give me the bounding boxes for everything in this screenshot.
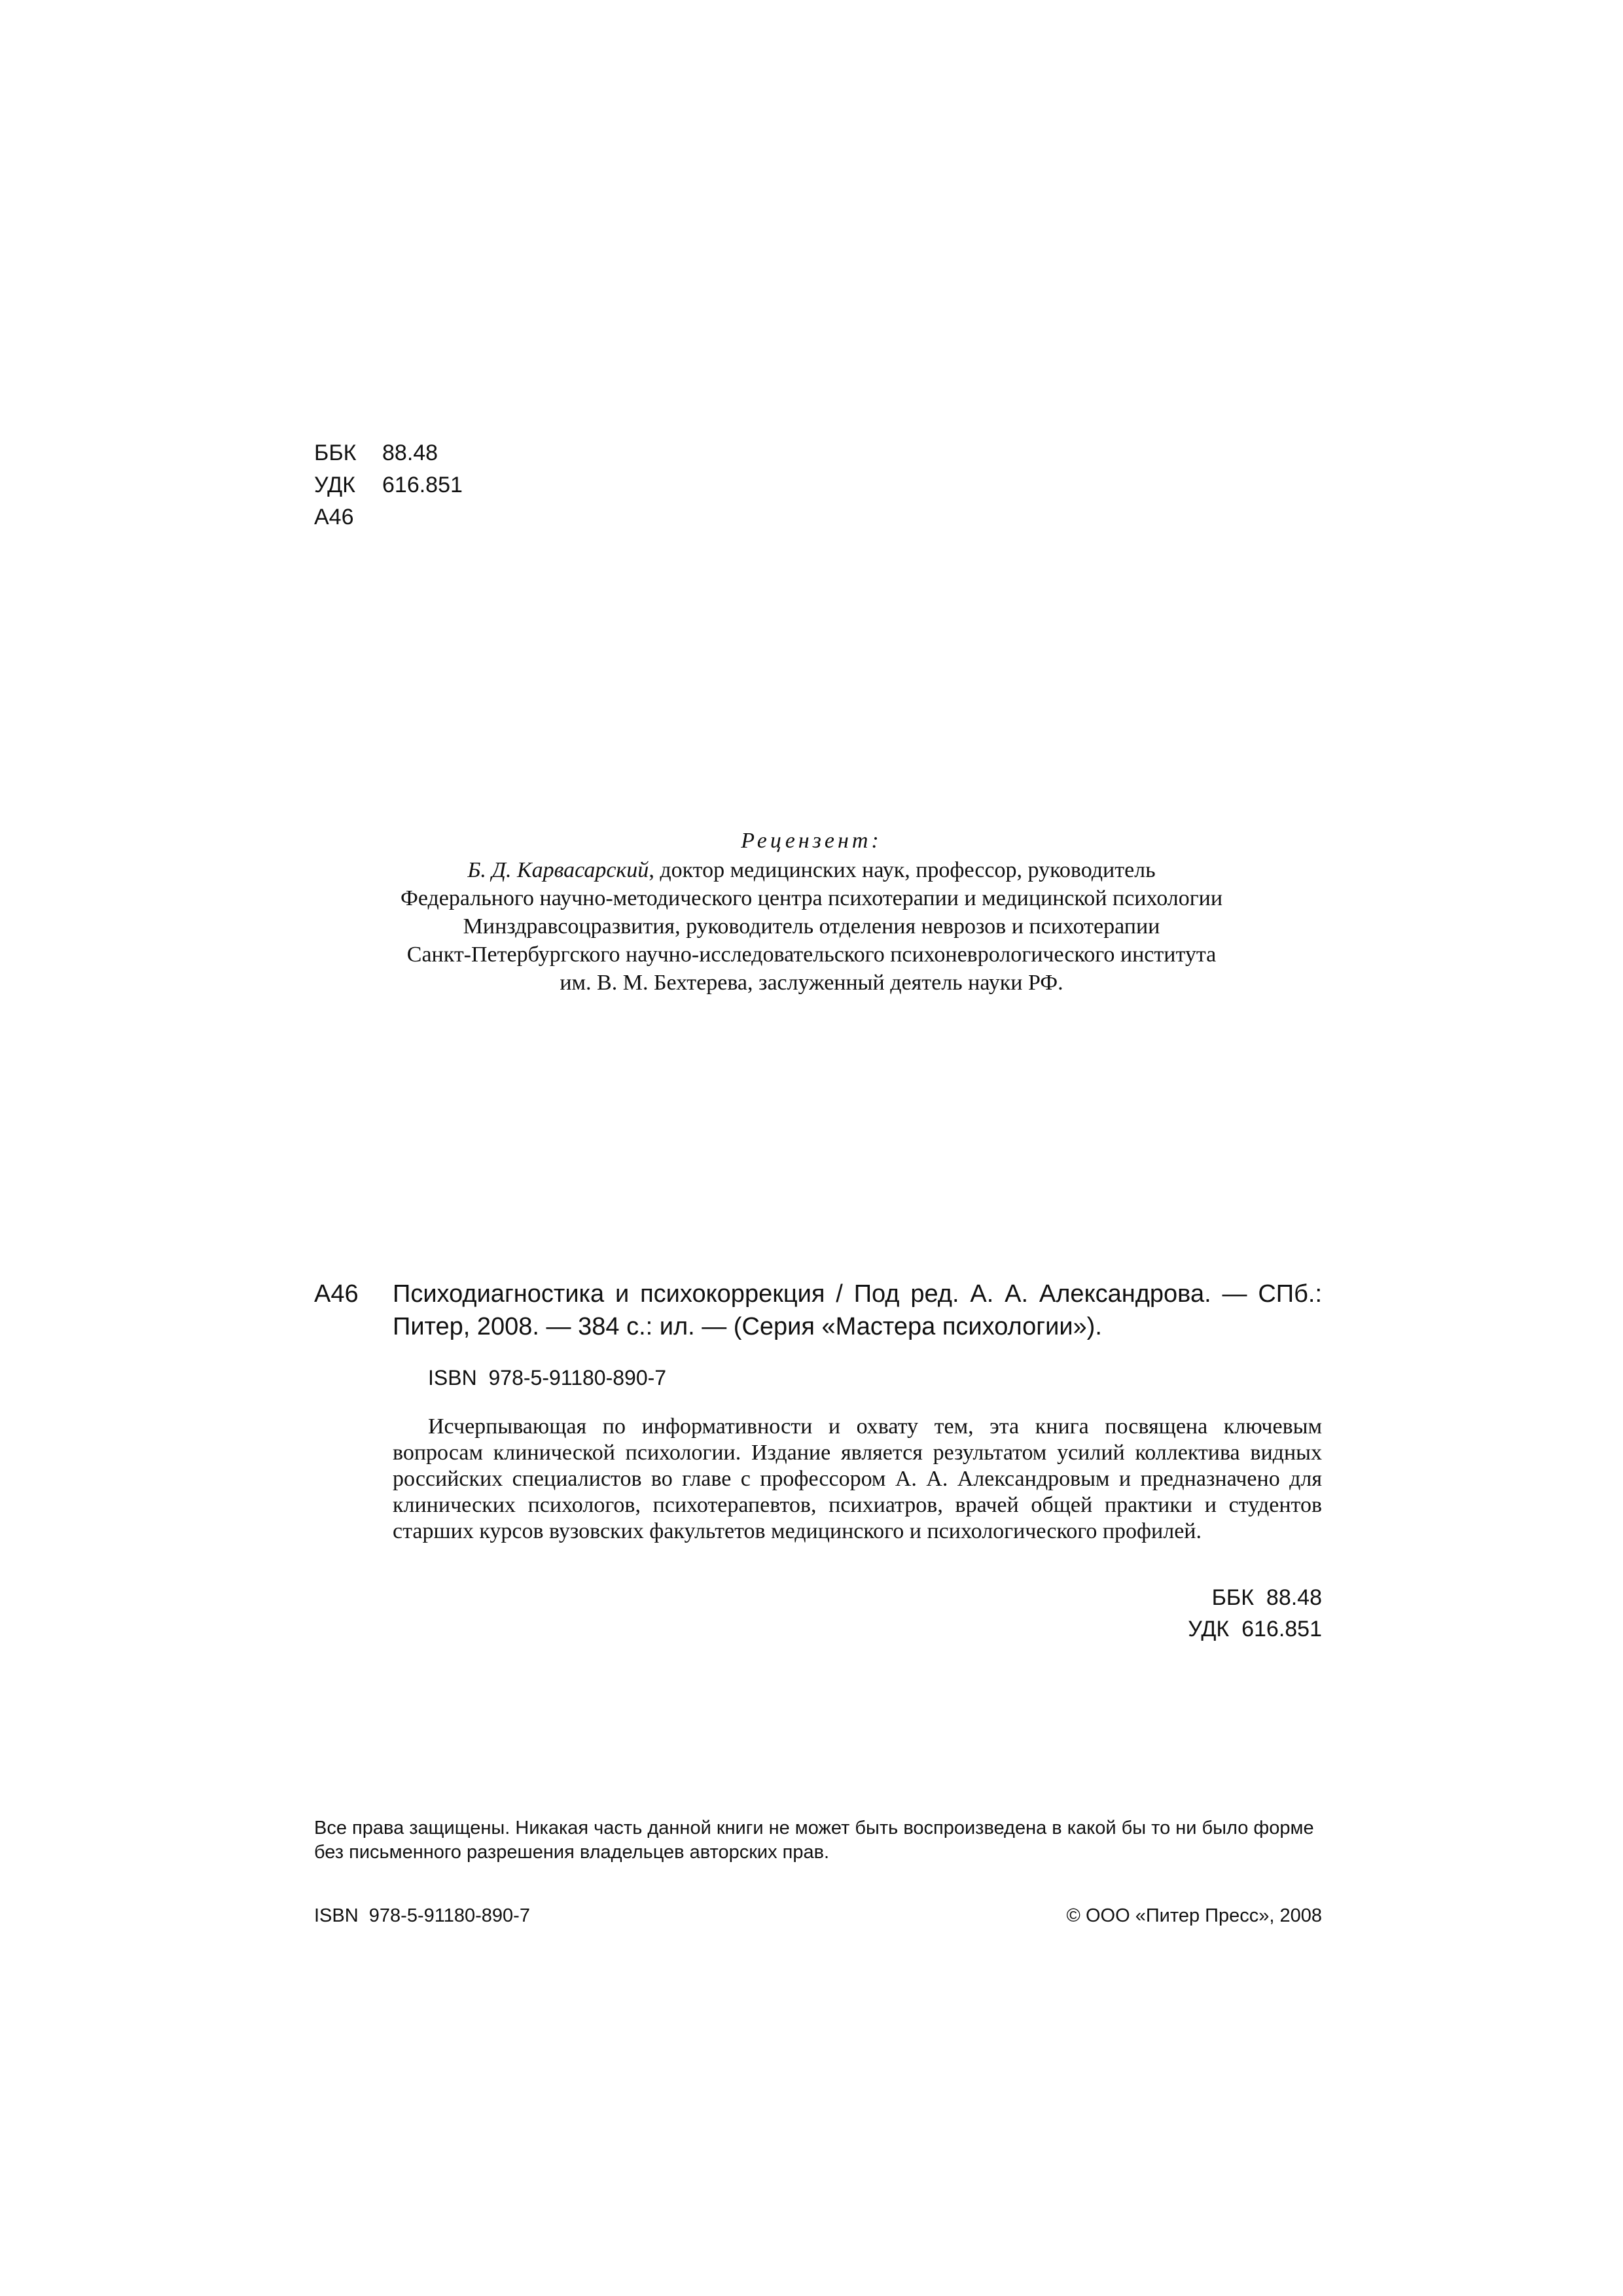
annotation-text: Исчерпывающая по информативности и охвату тем, эта книга посвящена ключевым вопросам клинической психологии. Издание является результатом усилий коллектива видных российских специалистов во главе с профессором А. А. Александровым и предназначено для клинических психологов, психотерапевтов, психиатров, врачей общей практики и студентов старших курсов вузовских факультетов медицинского и психологического профилей. <box>393 1414 1322 1543</box>
reviewer-line-2: Федерального научно-методического центра психотерапии и медицинской психологии <box>400 886 1223 910</box>
entry-isbn: ISBN 978-5-91180-890-7 <box>428 1366 667 1390</box>
udk-line <box>314 469 463 501</box>
bbk-line <box>314 437 463 469</box>
reviewer-line-4: Санкт-Петербургского научно-исследовательского психоневрологического института <box>406 942 1217 967</box>
udk-value: 616.851 <box>382 473 463 497</box>
reviewer-line-1-rest: , доктор медицинских наук, профессор, руководитель <box>649 858 1156 882</box>
entry-author-mark: А46 <box>314 1280 359 1308</box>
reviewer-name: Б. Д. Карвасарский <box>467 858 649 882</box>
annotation <box>393 1414 1322 1545</box>
entry-bbk: ББК 88.48 <box>1211 1585 1322 1610</box>
reviewer-block <box>0 827 1623 997</box>
reviewer-heading: Рецензент: <box>741 829 882 853</box>
bbk-label: ББК <box>314 440 357 465</box>
entry-classification <box>1188 1582 1322 1645</box>
reviewer-line-5: им. В. М. Бехтерева, заслуженный деятель науки РФ. <box>560 971 1063 995</box>
top-classification-block <box>314 437 463 533</box>
entry-description: Психодиагностика и психокоррекция / Под ред. А. А. Александрова. — СПб.: Питер, 2008. — 384 с.: ил. — (Серия «Мастера психологии»). <box>393 1280 1322 1340</box>
footer-copyright: © ООО «Питер Пресс», 2008 <box>1066 1905 1322 1926</box>
entry-udk: УДК 616.851 <box>1188 1617 1322 1641</box>
reviewer-line-3: Минздравсоцразвития, руководитель отделения неврозов и психотерапии <box>463 914 1160 939</box>
reviewer-line-1 <box>0 856 1623 884</box>
rights-notice: Все права защищены. Никакая часть данной книги не может быть воспроизведена в какой бы то ни было форме без письменного разрешения владельцев авторских прав. <box>314 1818 1314 1863</box>
author-mark: А46 <box>314 505 354 529</box>
udk-label: УДК <box>314 473 355 497</box>
footer-isbn: ISBN 978-5-91180-890-7 <box>314 1905 530 1926</box>
bbk-value: 88.48 <box>382 440 438 465</box>
